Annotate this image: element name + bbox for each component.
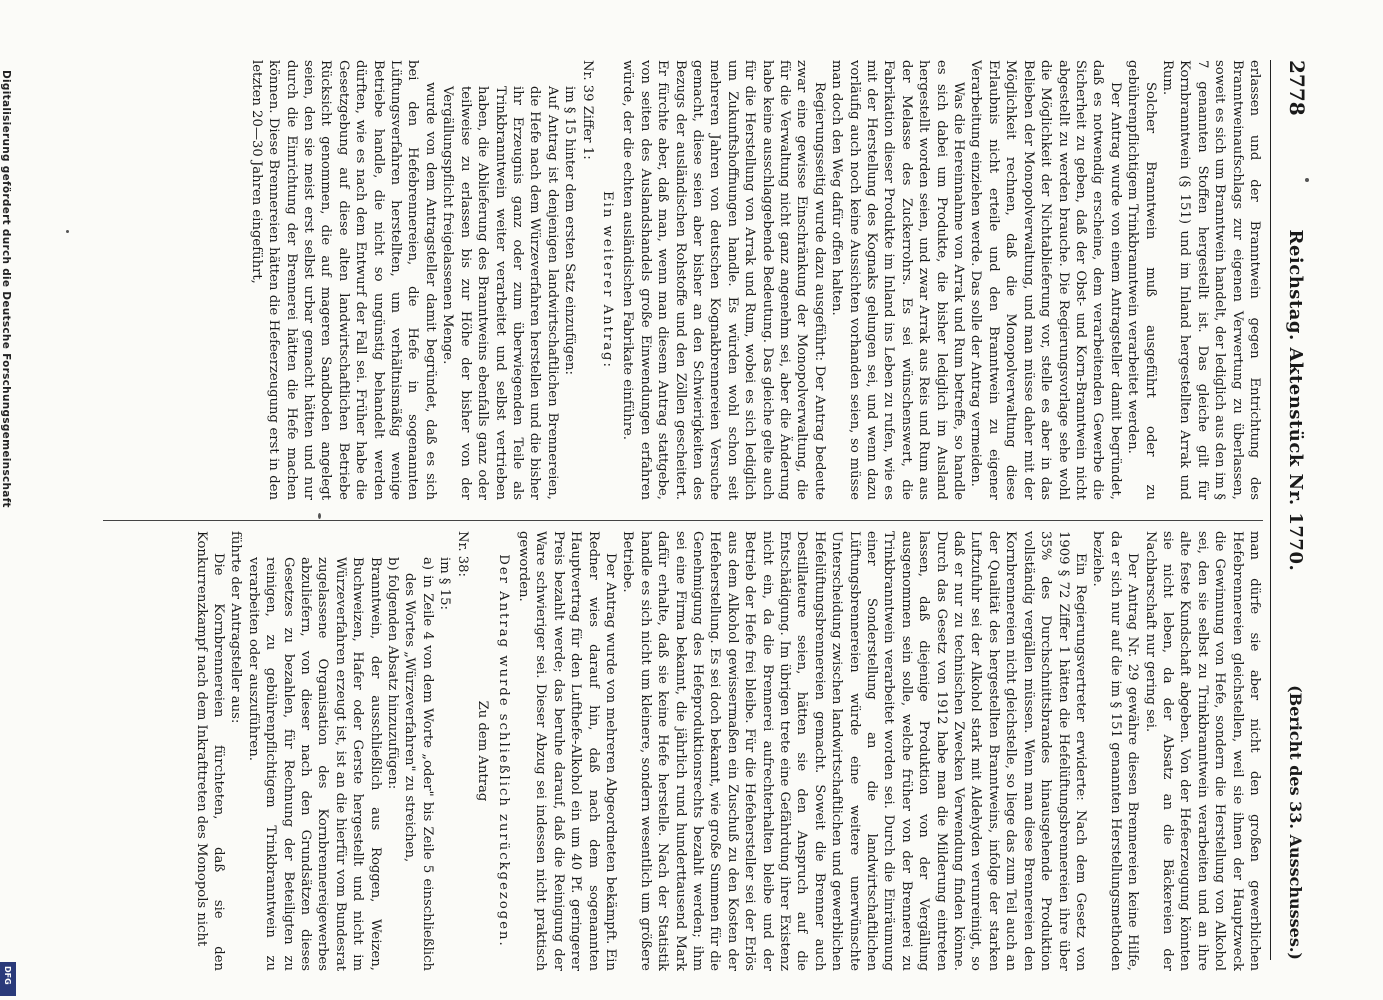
dfg-logo — [0, 962, 16, 996]
paragraph: führte der Antragsteller aus: — [228, 531, 244, 724]
page-title: Reichstag. Aktenstück Nr. 1770. — [1285, 229, 1306, 572]
paragraph: wurde von dem Antragsteller damit begründet, daß es sich bei den Hefebrennereien, die Hefe in sogenannten Lüftungsverfahren herstellten, um verhältnismäßig wenige Betriebe handle, die nicht so ungünstig behandelt werden dürften, wie es nach dem Entwurf der Fall sei. Früher habe die Gesetzgebung auf diese alten landwirtschaftlichen Betriebe Rücksicht genommen, die auf mageren Sandboden angelegt seien, den sie meist erst selbst urbar gemacht hätten und nur durch die Einrichtung der Brennerei hätten die Hefe machen können. Diese Brennereien hätten die Hefeerzeugung erst in den letzten 20—30 Jahren eingeführt, — [248, 60, 438, 500]
paragraph: Branntwein, der ausschließlich aus Roggen, Weizen, Buchweizen, Hafer oder Gerste hergestellt und nicht im Würzeverfahren erzeugt ist, ist an die hierfür vom Bundesrat zugelassene Organisation des Kornbrennereigewerbes abzuliefern, von dieser nach den Grundsätzen dieses Gesetzes zu bezahlen, für Rechnung der Beteiligten zu reinigen, zu gebührenpflichtigem Trinkbranntwein zu verarbeiten oder auszuführen. — [245, 557, 383, 971]
page-header — [1270, 60, 1309, 960]
paragraph: Der Antrag Nr. 29 gewähre diesen Brennereien keine Hilfe, da er sich nur auf die im § 151 genannten Herstellungsmethoden beziehe. — [1090, 531, 1141, 971]
page-subtitle: (Bericht des 33. Ausschusses.) — [1286, 685, 1305, 960]
page-number: 2778 — [1285, 60, 1309, 116]
digitization-credit — [0, 70, 16, 1000]
paragraph: erlassen und der Branntwein gegen Entrichtung des Branntweinaufschlags zur eigenen Verwertung zu überlassen, soweit es sich um Branntwein handelt, der lediglich aus den im § 7 genannten Stoffen hergestellt ist. Das gleiche gilt für Kornbranntwein (§ 151) und im Inland hergestellten Arrak und Rum. — [1159, 60, 1262, 500]
digitization-credit-text: Digitalisierung gefördert durch die Deutsche Forschungsgemeinschaft — [0, 70, 12, 508]
paragraph: im § 15: — [437, 557, 453, 610]
paragraph: Nr. 39 Ziffer 1: — [579, 60, 595, 160]
paragraph: Der Antrag wurde von einem Antragsteller damit begründet, daß es notwendig erscheine, dem verarbeitenden Gewerbe die Sicherheit zu geben, daß der Obst- und Korn-Branntwein nicht abgestellt zu werden brauche. Die Regierungsvorlage sehe wohl die Möglichkeit der Nichtablieferung vor, stelle es aber in das Belieben der Monopolverwaltung, und man müsse daher mit der Möglichkeit rechnen, daß die Monopolverwaltung diese Erlaubnis nicht erteile und den Branntwein zu eigener Verarbeitung einziehen werde. Das solle der Antrag vermeiden. — [968, 60, 1123, 500]
paragraph: b) folgenden Absatz hinzuzufügen: — [385, 557, 401, 790]
dfg-logo-text: DFG — [3, 966, 12, 985]
paragraph: Regierungsseitig wurde dazu ausgeführt: Der Antrag bedeute zwar eine gewisse Einschränkung der Monopolverwaltung, die für die Verwaltung nicht ganz angenehm sei, aber die Änderung habe keine ausschlaggebende Bedeutung. Das gleiche gelte auch für die Herstellung von Arrak und Rum, wobei es sich lediglich um Zukunftshoffnungen handle. Es würden wohl schon seit mehreren Jahren von deutschen Kognakbrennereien Versuche gemacht, diese seien aber bisher an den Schwierigkeiten des Bezugs der ausländischen Rohstoffe und den Zöllen gescheitert. Er fürchte aber, daß man, wenn man diesem Antrag stattgebe, von seiten des Auslandshandels große Einwendungen erfahren würde, der die echten ausländischen Fabrikate einführe. — [620, 60, 827, 500]
paragraph: Nr. 38: — [454, 531, 470, 578]
left-column — [103, 60, 1263, 500]
paragraph: Auf Antrag ist denjenigen landwirtschaftlichen Brennereien, die Hefe nach dem Würzeverfahren herstellen und die bisher ihr Erzeugnis ganz oder zum überwiegenden Teile als Trinkbranntwein weiter verarbeitet und selbst vertrieben haben, die Ablieferung des Branntweins ebenfalls ganz oder teilweise zu erlassen bis zur Höhe der bisher von der Vergällungspflicht freigelassenen Menge. — [440, 86, 560, 500]
paragraph: Was die Hereinnahme von Arrak und Rum betreffe, so handle es sich dabei um Produkte, die bisher lediglich im Ausland hergestellt worden seien, und zwar Arrak aus Reis und Rum aus der Melasse des Zuckerrohrs. Es sei wünschenswert, die Fabrikation dieser Produkte im Inland ins Leben zu rufen, wie es mit der Herstellung des Kognaks gelungen sei, und wenn dazu vorläufig auch noch keine Aussichten vorhanden seien, so müsse man doch den Weg dafür offen halten. — [829, 60, 967, 500]
paragraph: Ein Regierungsvertreter erwiderte: Nach dem Gesetz von 1909 § 72 Ziffer 1 hätten die Hefelüftungsbrennereien ihre über 35% des Durchschnittsbrandes hinausgehende Produktion vollständig vergällen müssen. Wenn man diese Brennereien den Kornbrennereien nicht gleichstelle, so liege das zum Teil auch an der Qualität des hergestellten Branntweins, infolge der starken Luftzufuhr sei der Alkohol stark mit Aldehyden verunreinigt, so daß er nur zu technischen Zwecken Verwendung finden könne. Durch das Gesetz von 1912 habe man die Milderung eintreten lassen, daß diejenige Produktion von der Vergällung ausgenommen sein solle, welche früher von der Brennerei zu Trinkbranntwein verarbeitet worden sei. Durch die Einräumung einer Sonderstellung an die landwirtschaftlichen Lüftungsbrennereien würde eine weitere unerwünschte Unterscheidung zwischen landwirtschaftlichen und gewerblichen Hefelüftungsbrennereien gemacht. Soweit die Brenner auch Destillateure seien, hätten sie den Anspruch auf die Entschädigung. Im übrigen trete eine Gefährdung ihrer Existenz nicht ein, da die Brennerei aufrechterhalten bleibe und der Betrieb der Hefe frei bleibe. Für die Hefehersteller sei der Erlös aus dem Alkohol gewissermaßen ein Zuschuß zu den Kosten der Hefeherstellung. Es sei doch bekannt, wie große Summen für die Genehmigung des Hefeproduktionsrechts bezahlt werden; ihm sei eine Firma bekannt, die jährlich rund hunderttausend Mark dafür erhalte, daß sie keine Hefe herstelle. Nach der Statistik handle es sich nicht um kleinere, sondern wesentlich um größere Betriebe. — [620, 531, 1088, 971]
paragraph: Zu dem Antrag — [475, 700, 491, 802]
paragraph: Die Kornbrennereien fürchteten, daß sie den Konkurrenzkampf nach dem Inkrafttreten des Monopols nicht — [193, 531, 227, 971]
rotated-page-content — [65, 0, 1309, 1000]
paragraph: Der Antrag wurde von mehreren Abgeordneten bekämpft. Ein Redner wies darauf hin, daß nach dem sogenannten Hauptvertrag für den Lufthefe-Alkohol ein um 40 Pf. geringerer Preis bezahlt werde; das beruhe darauf, daß die Reinigung der Ware schwieriger sei. Dieser Abzug sei indessen nicht praktisch geworden. — [515, 531, 618, 971]
paragraph: Solcher Branntwein muß ausgeführt oder zu gebührenpflichtigem Trinkbranntwein verarbeitet werden. — [1125, 60, 1158, 500]
right-column — [103, 520, 1263, 971]
paragraph: a) in Zeile 4 von dem Worte „oder" bis Zeile 5 einschließlich des Wortes „Würzeverfahren" zu streichen, — [402, 557, 435, 971]
paragraph: man dürfe sie aber nicht den großen gewerblichen Hefebrennereien gleichstellen, weil sie ihnen der Hauptzweck die Gewinnung von Hefe, sondern die Herstellung von Alkohol sei, den sie selbst zu Trinkbranntwein verarbeiten und an ihre alte feste Kundschaft abgeben. Von der Hefeerzeugung könnten sie nicht leben, da der Absatz an die Bäckereien der Nachbarschaft nur gering sei. — [1142, 531, 1262, 971]
paragraph: Der Antrag wurde schließlich zurückgezogen. — [495, 554, 511, 948]
scan-speck — [1305, 178, 1309, 182]
paragraph: im § 15 hinter dem ersten Satz einzufügen: — [562, 86, 578, 375]
paragraph: Ein weiterer Antrag: — [599, 191, 615, 369]
